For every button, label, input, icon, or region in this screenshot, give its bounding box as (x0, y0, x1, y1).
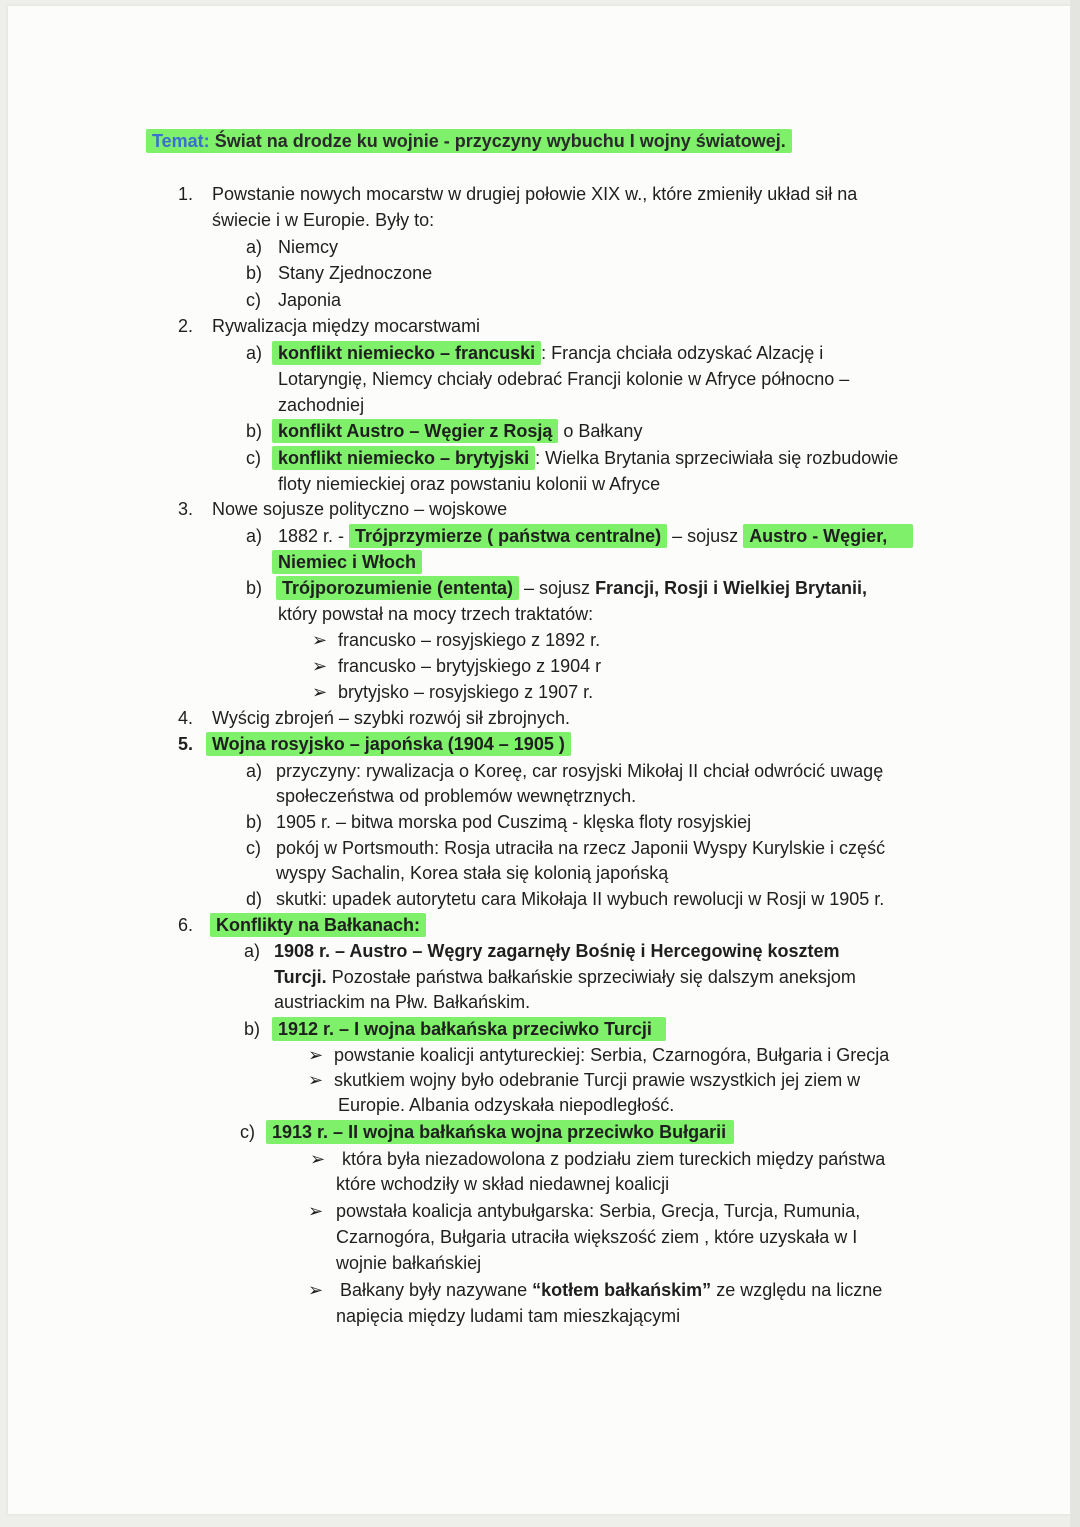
section-6-a-line-3: austriackim na Płw. Bałkańskim. (274, 992, 531, 1012)
section-2-c-marker: c) (246, 448, 261, 468)
section-3-b-line-1 (282, 576, 867, 600)
section-3-a-sojusz: – sojusz (667, 526, 744, 546)
section-5-d-line: skutki: upadek autorytetu cara Mikołaja II wybuch rewolucji w Rosji w 1905 r. (276, 889, 885, 909)
arrow-bullet-icon: ➢ (308, 1045, 324, 1065)
section-2-b-rest: o Bałkany (558, 421, 643, 441)
section-6-c-item-3-cont: napięcia między ludami tam mieszkającymi (336, 1306, 681, 1326)
section-6-c-item-1 (310, 1147, 885, 1171)
section-6-c-item-3-bold: “kotłem bałkańskim” (532, 1280, 712, 1300)
section-3-b-line-2: który powstał na mocy trzech traktatów: (278, 604, 594, 624)
section-3-a-marker: a) (246, 526, 263, 546)
section-5-c-line-2: wyspy Sachalin, Korea stała się kolonią japońską (276, 863, 669, 883)
section-5-number: 5. (178, 734, 194, 754)
section-3-b-sojusz: – sojusz (519, 578, 596, 598)
arrow-bullet-icon: ➢ (312, 682, 328, 702)
section-6-c-item-2 (308, 1199, 860, 1223)
highlight-entente: Trójporozumienie (ententa) (276, 576, 519, 600)
highlight-austro-hungary: Austro - Węgier, (743, 524, 913, 548)
arrow-bullet-icon: ➢ (312, 656, 328, 676)
section-2-a-marker: a) (246, 343, 263, 363)
section-6-c-item-3 (308, 1278, 882, 1302)
section-6-b-item-2-text: skutkiem wojny było odebranie Turcji prawie wszystkich jej ziem w (334, 1070, 861, 1090)
section-6-a-marker: a) (244, 941, 261, 961)
section-3-a-line-1 (278, 524, 913, 548)
section-6-b-item-2 (308, 1068, 860, 1092)
arrow-bullet-icon: ➢ (308, 1201, 324, 1221)
section-2-b-line (278, 419, 642, 443)
section-5-b-line: 1905 r. – bitwa morska pod Cuszimą - klęska floty rosyjskiej (276, 812, 752, 832)
section-6-c-item-1-cont: które wchodziły w skład niedawnej koalicji (336, 1174, 670, 1194)
arrow-bullet-icon: ➢ (308, 1280, 324, 1300)
treaty-text: francusko – rosyjskiego z 1892 r. (338, 630, 601, 650)
section-1-c-text: Japonia (278, 290, 342, 310)
section-6-b-item-2-cont: Europie. Albania odzyskała niepodległość. (338, 1095, 675, 1115)
section-6-title (216, 913, 426, 937)
section-5-c-marker: c) (246, 838, 261, 858)
section-1-c-marker: c) (246, 290, 261, 310)
section-1-line-2: świecie i w Europie. Były to: (212, 210, 435, 230)
section-2-c-line-2: floty niemieckiej oraz powstaniu kolonii w Afryce (278, 474, 661, 494)
section-1-number: 1. (178, 184, 194, 204)
section-1-line-1: Powstanie nowych mocarstw w drugiej połowie XIX w., które zmieniły układ sił na (212, 184, 858, 204)
section-3-a-year: 1882 r. - (278, 526, 350, 546)
highlight-first-balkan-war: 1912 r. – I wojna bałkańska przeciwko Turcji (272, 1017, 666, 1041)
highlight-triple-alliance: Trójprzymierze ( państwa centralne) (349, 524, 667, 548)
highlight-conflict-gb: konflikt niemiecko – brytyjski (272, 446, 535, 470)
section-1-b-text: Stany Zjednoczone (278, 263, 433, 283)
section-3-number: 3. (178, 499, 194, 519)
section-6-c-marker: c) (240, 1122, 255, 1142)
section-2-c-line-1 (278, 446, 898, 470)
section-6-a-rest: Pozostałe państwa bałkańskie sprzeciwiały się dalszym aneksjom (326, 967, 856, 987)
section-2-number: 2. (178, 316, 194, 336)
section-5-a-marker: a) (246, 761, 263, 781)
section-6-number: 6. (178, 915, 194, 935)
section-6-c-item-3-a: Bałkany były nazywane (340, 1280, 533, 1300)
section-5-d-marker: d) (246, 889, 263, 909)
highlight-balkans: Konflikty na Bałkanach: (210, 913, 426, 937)
highlight-second-balkan-war: 1913 r. – II wojna bałkańska wojna przeciwko Bułgarii (266, 1120, 734, 1144)
section-3-a-line-2 (278, 550, 422, 574)
section-2-title: Rywalizacja między mocarstwami (212, 316, 481, 336)
section-6-c-item-2-cont-1: Czarnogóra, Bułgaria utraciła większość ziem , które uzyskała w I (336, 1227, 858, 1247)
section-6-c-title (272, 1120, 734, 1144)
section-2-b-marker: b) (246, 421, 263, 441)
section-4-number: 4. (178, 708, 194, 728)
treaty-item (312, 680, 593, 704)
section-5-b-marker: b) (246, 812, 263, 832)
section-6-b-item-1 (308, 1043, 889, 1067)
highlight-conflict-fr: konflikt niemiecko – francuski (272, 341, 541, 365)
arrow-bullet-icon: ➢ (310, 1149, 326, 1169)
treaty-text: francusko – brytyjskiego z 1904 r (338, 656, 602, 676)
title-label: Temat: (152, 131, 210, 151)
section-5-title (212, 732, 571, 756)
arrow-bullet-icon: ➢ (312, 630, 328, 650)
section-5-c-line-1: pokój w Portsmouth: Rosja utraciła na rzecz Japonii Wyspy Kurylskie i część (276, 838, 886, 858)
section-6-c-item-2-text: powstała koalicja antybułgarska: Serbia, Grecja, Turcja, Rumunia, (336, 1201, 861, 1221)
arrow-bullet-icon: ➢ (308, 1070, 324, 1090)
title-text: Świat na drodze ku wojnie - przyczyny wybuchu I wojny światowej. (214, 131, 786, 151)
section-1-a-text: Niemcy (278, 237, 339, 257)
section-2-c-rest: : Wielka Brytania sprzeciwiała się rozbudowie (535, 448, 899, 468)
section-6-a-turcji: Turcji. (274, 967, 327, 987)
page-edge (1070, 0, 1080, 1527)
section-6-b-title (278, 1017, 666, 1041)
section-2-a-line-2: Lotaryngię, Niemcy chciały odebrać Francji kolonie w Afryce północno – (278, 369, 850, 389)
section-2-a-line-1 (278, 341, 823, 365)
section-5-a-line-1: przyczyny: rywalizacja o Koreę, car rosyjski Mikołaj II chciał odwrócić uwagę (276, 761, 884, 781)
section-2-a-line-3: zachodniej (278, 395, 365, 415)
treaty-item (312, 654, 601, 678)
section-3-b-marker: b) (246, 578, 263, 598)
section-6-a-line-1: 1908 r. – Austro – Węgry zagarnęły Bośnię i Hercegowinę kosztem (274, 941, 840, 961)
treaty-item (312, 628, 600, 652)
section-2-a-rest: : Francja chciała odzyskać Alzację i (541, 343, 824, 363)
section-6-b-item-1-text: powstanie koalicji antytureckiej: Serbia, Czarnogóra, Bułgaria i Grecja (334, 1045, 890, 1065)
page-title (152, 129, 792, 153)
section-3-title: Nowe sojusze polityczno – wojskowe (212, 499, 508, 519)
section-6-a-line-2 (274, 965, 856, 989)
section-6-c-item-3-c: ze względu na liczne (711, 1280, 883, 1300)
treaty-text: brytyjsko – rosyjskiego z 1907 r. (338, 682, 594, 702)
highlight-germany-italy: Niemiec i Włoch (272, 550, 422, 574)
section-6-c-item-1-text: która była niezadowolona z podziału ziem tureckich między państwa (342, 1149, 886, 1169)
highlight-conflict-ru: konflikt Austro – Węgier z Rosją (272, 419, 558, 443)
highlight-russo-japanese: Wojna rosyjsko – japońska (1904 – 1905 ) (206, 732, 571, 756)
section-3-b-members: Francji, Rosji i Wielkiej Brytanii, (595, 578, 867, 598)
section-6-b-marker: b) (244, 1019, 261, 1039)
section-1-b-marker: b) (246, 263, 263, 283)
section-1-a-marker: a) (246, 237, 263, 257)
section-5-a-line-2: społeczeństwa od problemów wewnętrznych. (276, 786, 637, 806)
section-6-c-item-2-cont-2: wojnie bałkańskiej (336, 1253, 482, 1273)
section-4-text: Wyścig zbrojeń – szybki rozwój sił zbrojnych. (212, 708, 570, 728)
